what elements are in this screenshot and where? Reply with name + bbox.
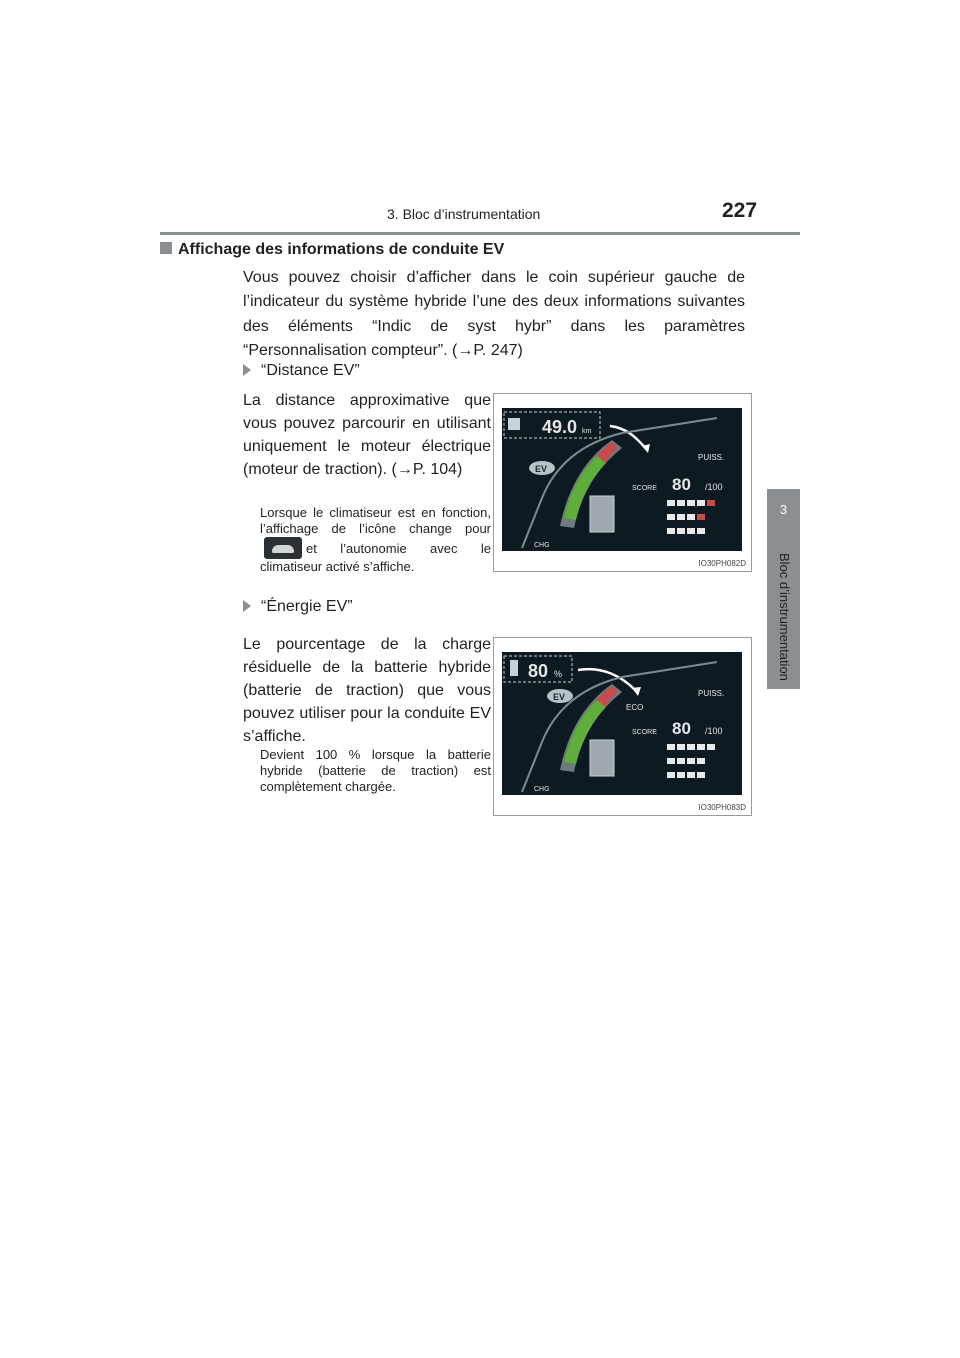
figure-id: IO30PH083D: [698, 803, 746, 812]
score-max: /100: [705, 726, 723, 736]
power-label: PUISS.: [698, 453, 725, 462]
hybrid-display-screen: [502, 652, 742, 795]
figure-id: IO30PH082D: [698, 559, 746, 568]
note-part-b: et l’autonomie avec le climatiseur activé s’affiche.: [260, 541, 491, 574]
section-heading: [160, 241, 504, 259]
chapter-tab-label-text: Bloc d’instrumentation: [777, 553, 792, 681]
hybrid-display-screen: [502, 408, 742, 551]
section-title: 3. Bloc d’instrumentation: [387, 206, 541, 222]
item-energie-ev-note: Devient 100 % lorsque la batterie hybride (batterie de traction) est complètement chargée.: [260, 747, 491, 794]
display-value: 49.0: [542, 417, 578, 437]
figure-distance-ev: [493, 393, 752, 572]
car-icon: [508, 418, 520, 430]
section-heading-text: Affichage des informations de conduite EV: [178, 241, 505, 258]
car-ac-icon: [264, 537, 302, 559]
score-label: SCORE: [632, 729, 657, 736]
chg-label: CHG: [534, 786, 550, 793]
display-value: 80: [528, 661, 549, 681]
item-distance-ev-title-text: “Distance EV”: [261, 362, 360, 379]
item-energie-ev-title-text: “Énergie EV”: [261, 598, 353, 615]
mode-label: ECO: [626, 703, 644, 712]
page-number: 227: [722, 199, 758, 222]
power-label: PUISS.: [698, 689, 725, 698]
triangle-bullet-icon: [243, 600, 251, 612]
note-part-a: Lorsque le climatiseur est en fonction, l’affichage de l’icône change pour: [260, 505, 491, 536]
score-value: 80: [672, 719, 691, 738]
display-unit: %: [554, 669, 563, 679]
battery-icon: [590, 740, 614, 776]
display-unit: km: [582, 428, 592, 435]
item-distance-ev-note: [260, 505, 491, 575]
score-max: /100: [705, 482, 723, 492]
intro-paragraph: Vous pouvez choisir d’afficher dans le coin supérieur gauche de l’indicateur du système hybride l’une des deux informations suivantes des éléments “Indic de syst hybr” dans les paramètres “Personnalisation compteur”. (→P. 247): [243, 269, 745, 359]
item-distance-ev-text: La distance approximative que vous pouvez parcourir en utilisant uniquement le moteur électrique (moteur de traction). (→P. 104): [243, 392, 491, 478]
figure-energie-ev: [493, 637, 752, 816]
mode-label: EV: [535, 464, 548, 474]
battery-icon: [590, 496, 614, 532]
ev-badge-text: EV: [553, 692, 566, 702]
chapter-tab-label: [777, 553, 794, 703]
chg-label: CHG: [534, 542, 550, 549]
item-energie-ev-text: Le pourcentage de la charge résiduelle de la batterie hybride (batterie de traction) que vous pouvez utiliser pour la conduite EV s’affiche.: [243, 636, 491, 745]
chapter-tab-number: 3: [779, 502, 788, 517]
square-bullet-icon: [160, 242, 172, 254]
battery-small-icon: [510, 660, 518, 676]
header-rule: [160, 232, 800, 235]
item-energie-ev-title: [243, 598, 353, 616]
score-label: SCORE: [632, 485, 657, 492]
triangle-bullet-icon: [243, 364, 251, 376]
score-value: 80: [672, 475, 691, 494]
item-distance-ev-title: [243, 362, 360, 380]
